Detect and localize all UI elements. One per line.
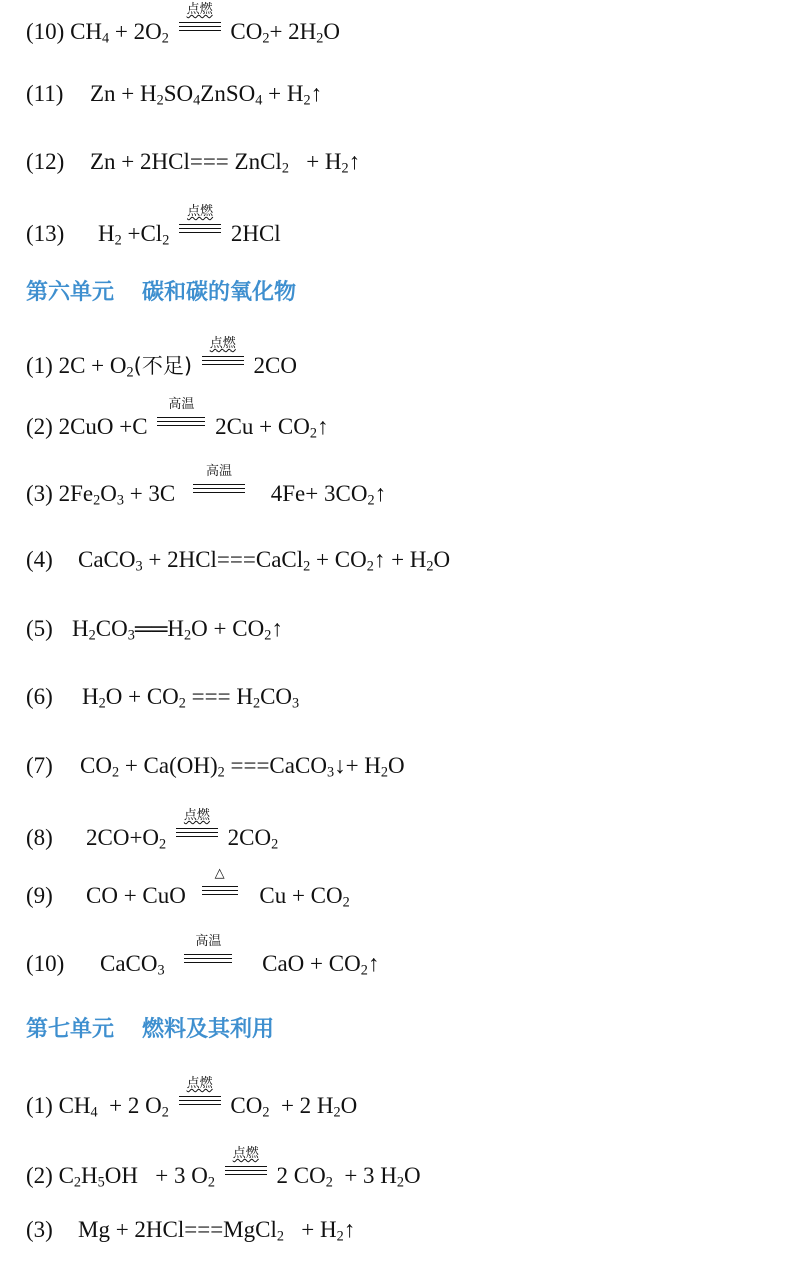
reaction-condition: 高温 (182, 951, 234, 971)
equation-number: (12) (26, 149, 65, 174)
reaction-condition: 点燃 (177, 221, 223, 241)
equation-number: (5) (26, 616, 53, 641)
reaction-condition: 点燃 (200, 353, 246, 373)
equation-number: (7) (26, 753, 53, 778)
equation-number: (13) (26, 221, 65, 246)
equation-row: (3) Mg + 2HCl===MgCl$_2$ + $H_2↑$ (26, 1217, 356, 1245)
equation-row: (12) Zn + 2HCl=== ZnCl$_2$ + $H_2↑$ (26, 149, 361, 177)
equation-number: (11) (26, 81, 64, 106)
equation-number: (10) (26, 19, 65, 44)
equation-row: (9) CO + CuO △ $Cu + CO_2$ (26, 866, 350, 911)
equation-row: (2) 2CuO +C 高温 $2Cu + CO_2↑$ (26, 397, 329, 442)
reaction-condition: 点燃 (223, 1163, 269, 1183)
equation-row: (1) $2C + O_2$(不足) 点燃 2CO (26, 336, 297, 381)
equation-number: (4) (26, 547, 53, 572)
equation-row: (10) $CH_4 + 2O_2$ 点燃 $CO_2+ 2H_2O$ (26, 2, 341, 47)
equation-row: (11) $Zn + H_2SO_4ZnSO_4$ + $H_2↑$ (26, 81, 323, 109)
equation-row: (6) $H_2O + CO_2$ === $H_2CO_3$ (26, 684, 300, 712)
reaction-condition: 高温 (191, 481, 247, 501)
equation-number: (6) (26, 684, 53, 709)
equation-row: (13) $H_2 +Cl_2$ 点燃 2HCl (26, 204, 281, 249)
equation-row: (1) $CH_4 + 2$ $O_2$ 点燃 $CO_2 + 2$ $H_2O$ (26, 1076, 358, 1121)
section-heading: 第六单元 碳和碳的氧化物 (26, 280, 297, 305)
equation-number: (1) (26, 353, 53, 378)
reaction-condition: 高温 (155, 414, 207, 434)
reaction-condition: 点燃 (174, 825, 220, 845)
equation-number: (8) (26, 825, 53, 850)
equation-number: (2) (26, 1163, 53, 1188)
reaction-condition: 点燃 (177, 19, 223, 39)
equation-number: (3) (26, 1217, 53, 1242)
equation-number: (1) (26, 1093, 53, 1118)
equation-number: (2) (26, 414, 53, 439)
equation-row: (7) $CO_2 + Ca(OH)_2$ ===CaCO$_3$↓+ $H_2O$ (26, 753, 405, 781)
equation-row: (3) $2Fe_2O_3 + 3C$ 高温 $4Fe+ 3CO_2↑$ (26, 464, 387, 509)
equation-row: (4) CaCO$_3$ + 2HCl===CaCl$_2$ + $CO_2↑ + H_2O$ (26, 547, 451, 575)
equation-row: (2) $C_2H_5OH + 3$ $O_2$ 点燃 2 $CO_2 + 3$ $H_2O$ (26, 1146, 421, 1191)
equation-number: (3) (26, 481, 53, 506)
equation-row: (5) $H_2CO_3══H_2O$ + $CO_2↑$ (26, 616, 283, 644)
reaction-condition: △ (200, 883, 240, 903)
equation-row: (10) CaCO$_3$ 高温 CaO + $CO_2↑$ (26, 934, 380, 979)
section-heading: 第七单元 燃料及其利用 (26, 1017, 275, 1042)
reaction-condition: 点燃 (177, 1093, 223, 1113)
equation-row: (8) $2CO+O_2$ 点燃 $2CO_2$ (26, 808, 279, 853)
equation-number: (9) (26, 883, 53, 908)
equation-number: (10) (26, 951, 65, 976)
